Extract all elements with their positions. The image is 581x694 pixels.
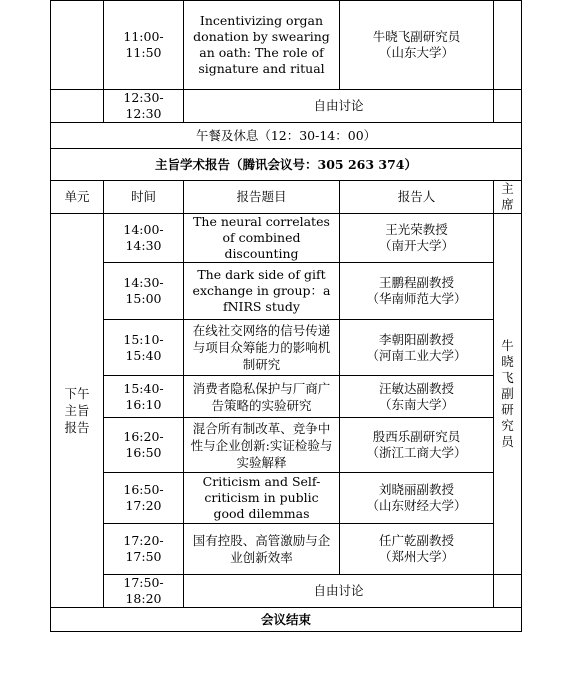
- speaker-affiliation: （南开大学）: [378, 238, 454, 253]
- table-row: [51, 123, 522, 149]
- talk-title: 消费者隐私保护与厂商广告策略的实验研究: [184, 376, 340, 418]
- chair-cell-empty: [494, 90, 522, 123]
- free-discussion: 自由讨论: [184, 575, 494, 608]
- speaker-name: 殷西乐副研究员: [372, 429, 461, 444]
- session-chair: 牛晓飞副研究员: [494, 214, 522, 575]
- session-unit: 下午主旨报告: [51, 214, 104, 608]
- talk-time: 14:00-14:30: [104, 214, 184, 263]
- column-header-chair: 主席: [494, 181, 522, 214]
- free-discussion: 自由讨论: [184, 90, 494, 123]
- table-row: [51, 608, 522, 632]
- lunch-break: 午餐及休息（12：30-14：00）: [51, 123, 522, 149]
- discussion-time: 17:50-18:20: [104, 575, 184, 608]
- column-header-unit: 单元: [51, 181, 104, 214]
- speaker-name: 王鹏程副教授: [378, 275, 454, 290]
- table-row: [51, 1, 522, 90]
- unit-cell-empty: [51, 1, 104, 90]
- column-header-speaker: 报告人: [340, 181, 494, 214]
- talk-time: 17:20-17:50: [104, 524, 184, 575]
- speaker-name: 汪敏达副教授: [378, 380, 454, 396]
- speaker-name: 王光荣教授: [385, 222, 448, 237]
- talk-time: 14:30-15:00: [104, 263, 184, 320]
- discussion-time: 12:30-12:30: [104, 90, 184, 123]
- talk-time: 16:50-17:20: [104, 473, 184, 524]
- speaker-cell: [340, 214, 494, 263]
- keynote-header: 主旨学术报告（腾讯会议号：305 263 374）: [51, 149, 522, 181]
- speaker-affiliation: （山东财经大学）: [366, 498, 467, 513]
- table-row: [51, 575, 522, 608]
- speaker-name: 任广乾副教授: [378, 533, 454, 548]
- speaker-name: 李朝阳副教授: [378, 331, 454, 347]
- talk-title: The neural correlates of combined discounting: [184, 214, 340, 263]
- column-header-time: 时间: [104, 181, 184, 214]
- talk-title: Incentivizing organ donation by swearing an oath: The role of signature and ritual: [184, 1, 340, 90]
- speaker-affiliation: （浙江工商大学）: [366, 445, 467, 460]
- talk-time: 16:20-16:50: [104, 418, 184, 473]
- speaker-affiliation: （东南大学）: [378, 396, 454, 412]
- unit-cell-empty: [51, 90, 104, 123]
- talk-title: Criticism and Self-criticism in public good dilemmas: [184, 473, 340, 524]
- speaker-name: 牛晓飞副研究员: [372, 29, 461, 44]
- speaker-cell: [340, 1, 494, 90]
- table-row: [51, 263, 522, 320]
- speaker-cell: [340, 263, 494, 320]
- speaker-affiliation: （山东大学）: [378, 45, 454, 60]
- talk-time: 11:00-11:50: [104, 1, 184, 90]
- column-header-row: [51, 181, 522, 214]
- talk-time: 15:10-15:40: [104, 320, 184, 376]
- talk-title: 在线社交网络的信号传递与项目众筹能力的影响机制研究: [184, 320, 340, 376]
- speaker-affiliation: （华南师范大学）: [366, 291, 467, 306]
- schedule-table: [50, 0, 522, 632]
- speaker-cell: [340, 418, 494, 473]
- speaker-cell: [340, 524, 494, 575]
- table-row: [51, 320, 522, 376]
- table-row: [51, 90, 522, 123]
- chair-cell-empty: [494, 575, 522, 608]
- closing-banner: 会议结束: [51, 608, 522, 632]
- column-header-title: 报告题目: [184, 181, 340, 214]
- table-row: [51, 524, 522, 575]
- talk-time: 15:40-16:10: [104, 376, 184, 418]
- speaker-affiliation: （河南工业大学）: [366, 347, 467, 363]
- speaker-cell: [340, 376, 494, 418]
- speaker-cell: [340, 473, 494, 524]
- speaker-affiliation: （郑州大学）: [378, 549, 454, 564]
- table-row: [51, 418, 522, 473]
- chair-cell-empty: [494, 1, 522, 90]
- talk-title: 混合所有制改革、竞争中性与企业创新:实证检验与实验解释: [184, 418, 340, 473]
- speaker-name: 刘晓丽副教授: [378, 482, 454, 497]
- table-row: [51, 473, 522, 524]
- talk-title: The dark side of gift exchange in group：a fNIRS study: [184, 263, 340, 320]
- talk-title: 国有控股、高管激励与企业创新效率: [184, 524, 340, 575]
- speaker-cell: [340, 320, 494, 376]
- table-row: [51, 149, 522, 181]
- table-row: [51, 214, 522, 263]
- table-row: [51, 376, 522, 418]
